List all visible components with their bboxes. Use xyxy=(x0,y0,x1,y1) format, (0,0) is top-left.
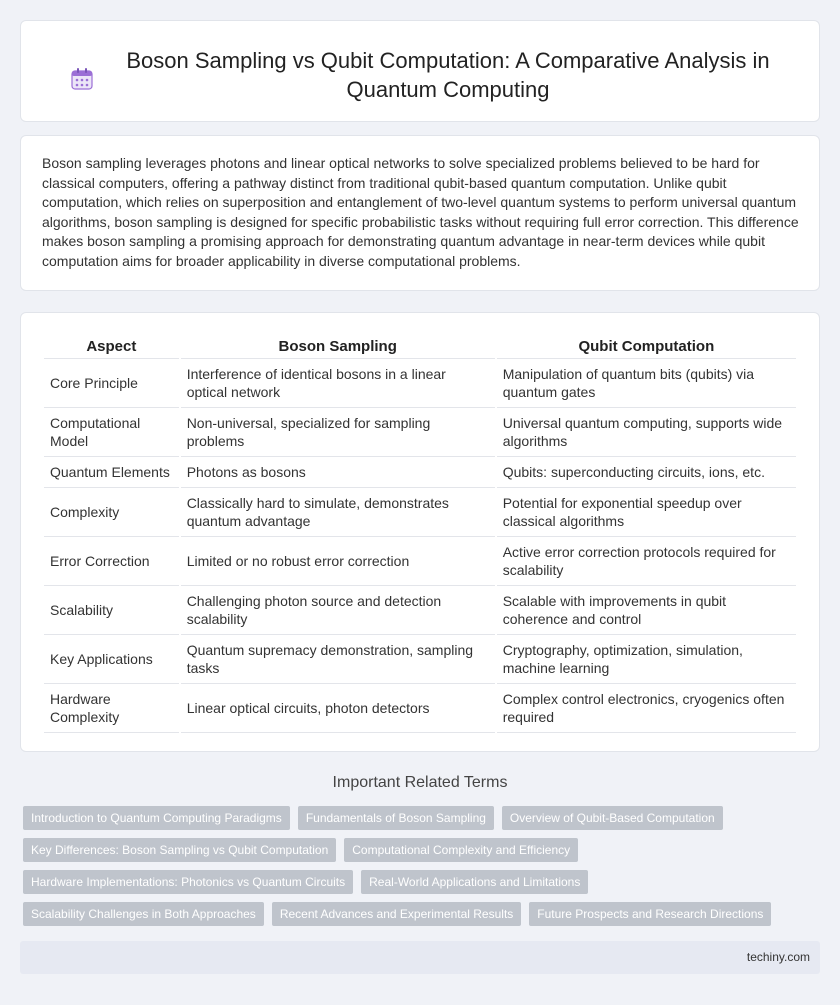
table-row xyxy=(44,537,796,586)
intro-card xyxy=(20,135,820,291)
tag-row xyxy=(23,902,823,926)
comparison-table xyxy=(42,333,798,733)
related-term-tag[interactable]: Overview of Qubit-Based Computation xyxy=(502,806,723,830)
table-cell: Complex control electronics, cryogenics often required xyxy=(497,684,796,733)
table-cell: Challenging photon source and detection scalability xyxy=(181,586,495,635)
table-cell: Active error correction protocols required for scalability xyxy=(497,537,796,586)
related-term-tag[interactable]: Real-World Applications and Limitations xyxy=(361,870,588,894)
tag-row xyxy=(23,838,823,862)
table-cell: Error Correction xyxy=(44,537,179,586)
intro-paragraph: Boson sampling leverages photons and linear optical networks to solve specialized problems believed to be hard for classical computers, offering a pathway distinct from traditional qubit-based quantum computation. Unlike qubit computation, which relies on superposition and entanglement of two-level quantum systems to perform universal quantum algorithms, boson sampling is designed for specific probabilistic tasks without requiring full error correction. This difference makes boson sampling a promising approach for demonstrating quantum advantage in near-term devices while qubit computation aims for broader applicability in diverse computational problems. xyxy=(42,155,799,269)
table-header-row xyxy=(44,333,796,359)
table-row xyxy=(44,586,796,635)
tag-row xyxy=(23,806,823,830)
table-cell: Cryptography, optimization, simulation, machine learning xyxy=(497,635,796,684)
table-row xyxy=(44,635,796,684)
related-term-tag[interactable]: Key Differences: Boson Sampling vs Qubit Computation xyxy=(23,838,336,862)
table-row xyxy=(44,457,796,488)
table-cell: Manipulation of quantum bits (qubits) via quantum gates xyxy=(497,359,796,408)
related-term-tag[interactable]: Future Prospects and Research Directions xyxy=(529,902,771,926)
related-term-tag[interactable]: Hardware Implementations: Photonics vs Quantum Circuits xyxy=(23,870,353,894)
related-term-tag[interactable]: Scalability Challenges in Both Approaches xyxy=(23,902,264,926)
table-cell: Computational Model xyxy=(44,408,179,457)
table-cell: Photons as bosons xyxy=(181,457,495,488)
footer xyxy=(20,941,820,974)
table-row xyxy=(44,488,796,537)
table-cell: Scalability xyxy=(44,586,179,635)
table-row xyxy=(44,684,796,733)
table-cell: Quantum Elements xyxy=(44,457,179,488)
table-cell: Linear optical circuits, photon detectors xyxy=(181,684,495,733)
related-term-tag[interactable]: Computational Complexity and Efficiency xyxy=(344,838,578,862)
header-qubit-computation: Qubit Computation xyxy=(497,333,796,359)
table-row xyxy=(44,408,796,457)
table-cell: Classically hard to simulate, demonstrates quantum advantage xyxy=(181,488,495,537)
table-cell: Non-universal, specialized for sampling problems xyxy=(181,408,495,457)
table-cell: Limited or no robust error correction xyxy=(181,537,495,586)
table-cell: Core Principle xyxy=(44,359,179,408)
table-cell: Potential for exponential speedup over classical algorithms xyxy=(497,488,796,537)
table-cell: Hardware Complexity xyxy=(44,684,179,733)
table-cell: Qubits: superconducting circuits, ions, etc. xyxy=(497,457,796,488)
table-row xyxy=(44,359,796,408)
related-terms-title: Important Related Terms xyxy=(332,774,508,791)
title-card xyxy=(20,20,820,122)
table-cell: Quantum supremacy demonstration, sampling tasks xyxy=(181,635,495,684)
header-boson-sampling: Boson Sampling xyxy=(181,333,495,359)
table-cell: Key Applications xyxy=(44,635,179,684)
tag-row xyxy=(23,870,823,894)
table-cell: Universal quantum computing, supports wide algorithms xyxy=(497,408,796,457)
related-term-tag[interactable]: Recent Advances and Experimental Results xyxy=(272,902,521,926)
table-cell: Interference of identical bosons in a linear optical network xyxy=(181,359,495,408)
footer-site-link[interactable]: techiny.com xyxy=(746,950,810,964)
table-cell: Scalable with improvements in qubit coherence and control xyxy=(497,586,796,635)
table-cell: Complexity xyxy=(44,488,179,537)
header-aspect: Aspect xyxy=(44,333,179,359)
related-term-tag[interactable]: Introduction to Quantum Computing Paradigms xyxy=(23,806,290,830)
related-terms-tags xyxy=(23,806,823,934)
page-title: Boson Sampling vs Qubit Computation: A Comparative Analysis in Quantum Computing xyxy=(126,48,770,102)
comparison-table-card xyxy=(20,312,820,752)
related-term-tag[interactable]: Fundamentals of Boson Sampling xyxy=(298,806,494,830)
